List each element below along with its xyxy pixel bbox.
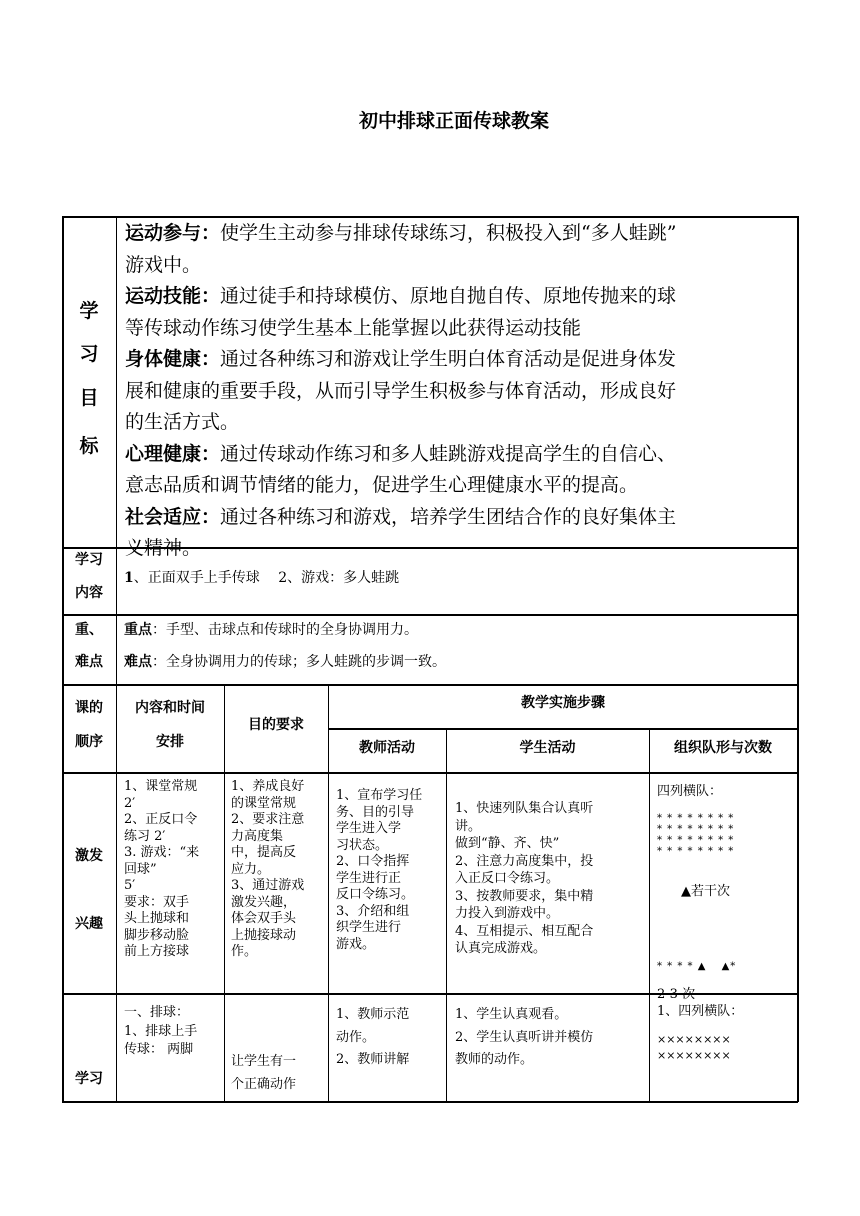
objective-text: 通过各种练习和游戏让学生明白体育活动是促进身体发: [220, 348, 677, 370]
objective-line: [125, 470, 795, 502]
objective-line: [125, 533, 795, 565]
objectives-label-char: 习: [79, 343, 99, 365]
key-point-text: 重点：手型、击球点和传球时的全身协调用力。: [124, 622, 418, 638]
objective-line: [125, 250, 795, 282]
objective-line: [125, 281, 795, 313]
objective-text: 游戏中。: [125, 253, 202, 276]
page-title: 初中排球正面传球教案: [358, 110, 549, 132]
objective-text: 义精神。: [125, 537, 202, 559]
objective-text: 等传球动作练习使学生基本上能掌握以此获得运动技能: [125, 316, 582, 339]
header-student: 学生活动: [519, 740, 576, 756]
formation-title: 1、四列横队：: [657, 1004, 744, 1019]
content-label: 学习: [75, 552, 103, 568]
objectives-label-char: 标: [79, 435, 99, 457]
objective-line: [125, 502, 795, 534]
column-divider: [224, 684, 225, 1102]
learning-content-cell: 一、排球： 1、排球上手 传球： 两脚: [124, 1005, 198, 1057]
header-teacher: 教师活动: [359, 740, 415, 756]
formation-count: 2-3 次: [657, 987, 696, 1002]
interest-goal-cell: 1、养成良好 的课堂常规 2、要求注意 力高度集 中，提高反 应力。 3、通过游戏 激发兴趣， 体会双手头 上抛接球动 作。: [231, 779, 305, 959]
formation-game: * * * * ▲ ▲*: [657, 961, 737, 972]
objective-line: [125, 344, 795, 376]
column-divider: [446, 728, 447, 1102]
header-formation: 组织队形与次数: [674, 740, 772, 756]
row-divider: [62, 614, 798, 616]
objective-text: 通过徒手和持球模仿、原地自抛自传、原地传抛来的球: [220, 285, 677, 307]
objective-text: 使学生主动参与排球传球练习，积极投入到“多人蛙跳”: [220, 222, 677, 244]
column-divider: [116, 216, 117, 1102]
row-label-interest: 兴趣: [75, 916, 103, 932]
formation-note: ▲若干次: [681, 884, 730, 899]
learning-student-cell: 1、学生认真观看。 2、学生认真听讲并模仿 教师的动作。: [455, 1007, 594, 1067]
objective-heading: 心理健康：: [125, 442, 221, 465]
objective-line: [125, 376, 795, 408]
header-steps: 教学实施步骤: [521, 695, 605, 711]
row-label-interest: 激发: [75, 848, 103, 864]
interest-student-cell: 1、快速列队集合认真听 讲。 做到“静、齐、快” 2、注意力高度集中，投 入正反口令练习。 3、按教师要求，集中精 力投入到游戏中。 4、互相提示、相互配合 认真完成游戏。: [455, 801, 594, 956]
objective-heading: 运动技能：: [125, 285, 221, 307]
learning-goal-cell: 让学生有一 个正确动作: [231, 1054, 297, 1092]
table-border-bottom: [62, 1101, 798, 1103]
learning-content-text: 1、正面双手上手传球 2、游戏：多人蛙跳: [124, 570, 400, 586]
row-divider: [62, 684, 798, 686]
keypoints-label: 重、: [75, 622, 103, 638]
formation-title: 四列横队：: [657, 784, 723, 799]
objective-text: 通过传球动作练习和多人蛙跳游戏提高学生的自信心、: [220, 442, 677, 465]
table-border-right: [797, 216, 799, 1102]
header-order: 课的: [75, 700, 103, 716]
objective-heading: 身体健康：: [125, 348, 221, 370]
header-goal: 目的要求: [248, 717, 304, 733]
header-order: 顺序: [75, 734, 103, 750]
column-divider: [649, 728, 650, 1102]
objective-line: [125, 218, 795, 250]
formation-stars: * * * * * * * * * * * * * * * * * * * * * * * * * * * * * * * *: [657, 813, 735, 857]
objectives-label-char: 目: [79, 387, 99, 409]
header-content-time: 安排: [156, 734, 184, 750]
objectives-text: [125, 218, 795, 565]
objective-text: 的生活方式。: [125, 411, 240, 433]
objective-line: [125, 313, 795, 345]
row-divider: [328, 728, 798, 730]
difficult-point-text: 难点：全身协调用力的传球；多人蛙跳的步调一致。: [124, 654, 446, 670]
objective-text: 意志品质和调节情绪的能力，促进学生心理健康水平的提高。: [125, 474, 639, 496]
row-divider: [62, 772, 798, 774]
learning-teacher-cell: 1、教师示范 动作。 2、教师讲解: [336, 1007, 410, 1067]
header-content-time: 内容和时间: [135, 700, 205, 716]
row-label-learning: 学习: [75, 1071, 103, 1087]
objective-text: 展和健康的重要手段，从而引导学生积极参与体育活动，形成良好: [125, 379, 677, 402]
formation-rows: ×××××××× ××××××××: [657, 1033, 731, 1062]
objective-line: [125, 439, 795, 471]
content-label: 内容: [75, 585, 103, 601]
objective-text: 通过各种练习和游戏，培养学生团结合作的良好集体主: [220, 505, 677, 528]
objectives-label-char: 学: [79, 300, 99, 322]
interest-content-cell: 1、课堂常规 2′ 2、正反口令 练习 2′ 3. 游戏：“来 回球” 5′ 要求：双手 头上抛球和 脚步移动脸 前上方接球: [124, 779, 200, 959]
objective-heading: 运动参与：: [125, 222, 221, 244]
objective-line: [125, 407, 795, 439]
objective-heading: 社会适应：: [125, 505, 221, 528]
keypoints-label: 难点: [75, 654, 103, 670]
interest-teacher-cell: 1、宣布学习任 务、目的引导 学生进入学 习状态。 2、口令指挥 学生进行正 反口令练习。 3、介绍和组 织学生进行 游戏。: [336, 788, 423, 952]
